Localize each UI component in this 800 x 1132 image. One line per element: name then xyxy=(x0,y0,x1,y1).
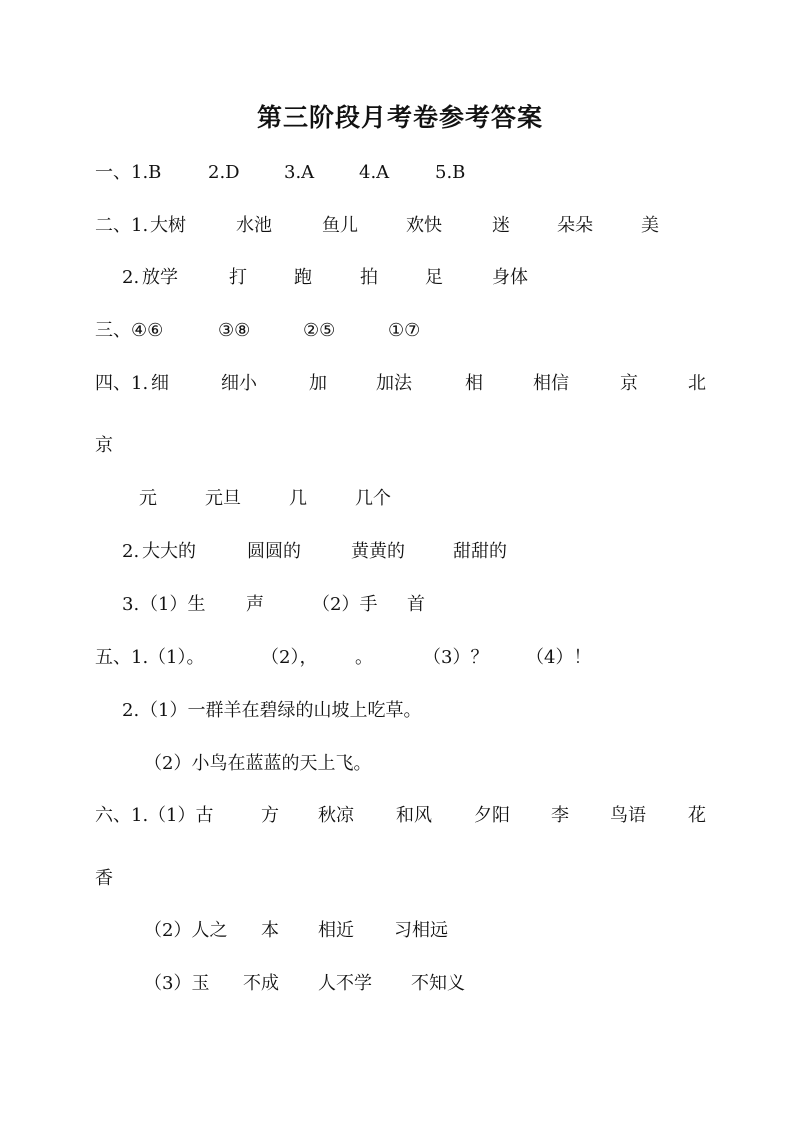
section-6-part-1 xyxy=(0,801,800,831)
section-number: 五、 xyxy=(95,647,131,668)
answer-item: ④⑥ xyxy=(131,320,164,341)
answer-item: 美 xyxy=(641,215,659,236)
answer-item: 甜甜的 xyxy=(453,541,507,562)
answer-item: 首 xyxy=(407,594,425,615)
answer-item: 跑 xyxy=(294,267,312,288)
section-number: 四、 xyxy=(95,373,131,394)
answer-item: 鱼儿 xyxy=(322,215,358,236)
answer-item: （2）人之 xyxy=(144,920,228,941)
answer-item: （2）手 xyxy=(312,594,378,615)
answer-item: （3）玉 xyxy=(144,973,210,994)
answer-item: 人不学 xyxy=(318,973,372,994)
answer-item: （1）古 xyxy=(148,805,214,826)
page-title: 第三阶段月考卷参考答案 xyxy=(256,103,543,132)
answer-item: 大树 xyxy=(150,215,186,236)
part-label: 2. xyxy=(122,700,140,721)
answer-item: 5.B xyxy=(435,162,466,183)
section-3 xyxy=(0,316,800,346)
section-6-part-1-line-3 xyxy=(0,969,800,999)
answer-item: 京 xyxy=(620,373,638,394)
section-1 xyxy=(0,158,800,188)
answer-item: 。 xyxy=(355,647,373,668)
answer-item: ①⑦ xyxy=(388,320,421,341)
answer-item: 朵朵 xyxy=(557,215,593,236)
section-4-part-1 xyxy=(0,369,800,399)
answer-item: 4.A xyxy=(359,162,390,183)
section-6-part-1-wrap xyxy=(0,864,800,894)
answer-item: ②⑤ xyxy=(303,320,336,341)
answer-item: 李 xyxy=(551,805,569,826)
part-label: 1. xyxy=(131,805,149,826)
part-label: 1. xyxy=(131,647,149,668)
section-5-part-1 xyxy=(0,643,800,673)
answer-item: 大大的 xyxy=(142,541,196,562)
section-4-part-1-line-2 xyxy=(0,484,800,514)
answer-item: 打 xyxy=(229,267,247,288)
answer-item: 黄黄的 xyxy=(351,541,405,562)
answer-item: 细小 xyxy=(221,373,257,394)
section-4-part-1-wrap xyxy=(0,431,800,461)
section-2-part-2 xyxy=(0,263,800,293)
answer-item: 不成 xyxy=(243,973,279,994)
answer-item: 元 xyxy=(139,488,157,509)
answer-item: （4）！ xyxy=(526,647,592,668)
answer-item: 夕阳 xyxy=(474,805,510,826)
section-number: 一、 xyxy=(95,162,131,183)
answer-item: 几 xyxy=(289,488,307,509)
answer-item: 相近 xyxy=(318,920,354,941)
answer-item: 细 xyxy=(151,373,169,394)
answer-item: ③⑧ xyxy=(218,320,251,341)
section-6-part-1-line-2 xyxy=(0,916,800,946)
answer-item: 习相远 xyxy=(394,920,448,941)
answer-sentence: （2）小鸟在蓝蓝的天上飞。 xyxy=(144,753,372,774)
answer-item: 相信 xyxy=(533,373,569,394)
answer-item: 和风 xyxy=(396,805,432,826)
answer-item: 香 xyxy=(95,868,113,889)
answer-item: 放学 xyxy=(142,267,178,288)
section-number: 三、 xyxy=(95,320,131,341)
answer-item: 拍 xyxy=(360,267,378,288)
part-label: 2. xyxy=(122,267,140,288)
answer-item: 欢快 xyxy=(406,215,442,236)
answer-item: 足 xyxy=(425,267,443,288)
answer-item: （1）。 xyxy=(148,647,205,668)
answer-item: 秋凉 xyxy=(318,805,354,826)
section-5-part-2-line-2 xyxy=(0,749,800,779)
answer-item: 元旦 xyxy=(205,488,241,509)
answer-item: 声 xyxy=(246,594,264,615)
answer-item: 3.A xyxy=(284,162,315,183)
answer-item: 本 xyxy=(261,920,279,941)
part-label: 2. xyxy=(122,541,140,562)
part-label: 1. xyxy=(131,215,149,236)
section-number: 六、 xyxy=(95,805,131,826)
answer-item: 身体 xyxy=(492,267,528,288)
answer-item: 加 xyxy=(309,373,327,394)
answer-item: 水池 xyxy=(236,215,272,236)
part-label: 1. xyxy=(131,373,149,394)
answer-item: （3）？ xyxy=(423,647,489,668)
answer-item: 京 xyxy=(95,435,113,456)
answer-item: 花 xyxy=(688,805,706,826)
answer-item: 迷 xyxy=(492,215,510,236)
answer-item: 1.B xyxy=(131,162,162,183)
answer-item: 相 xyxy=(465,373,483,394)
answer-item: 加法 xyxy=(376,373,412,394)
answer-item: 圆圆的 xyxy=(247,541,301,562)
answer-item: 北 xyxy=(688,373,706,394)
answer-item: 方 xyxy=(261,805,279,826)
answer-item: （2）， xyxy=(261,647,318,668)
answer-item: 不知义 xyxy=(411,973,465,994)
section-4-part-2 xyxy=(0,537,800,567)
section-number: 二、 xyxy=(95,215,131,236)
answer-item: 2.D xyxy=(208,162,240,183)
answer-item: 鸟语 xyxy=(610,805,646,826)
part-label: 3. xyxy=(122,594,140,615)
section-4-part-3 xyxy=(0,590,800,620)
answer-item: （1）生 xyxy=(140,594,206,615)
answer-item: 几个 xyxy=(355,488,391,509)
section-2-part-1 xyxy=(0,211,800,241)
section-5-part-2 xyxy=(0,696,800,726)
answer-sentence: （1）一群羊在碧绿的山坡上吃草。 xyxy=(140,700,422,721)
